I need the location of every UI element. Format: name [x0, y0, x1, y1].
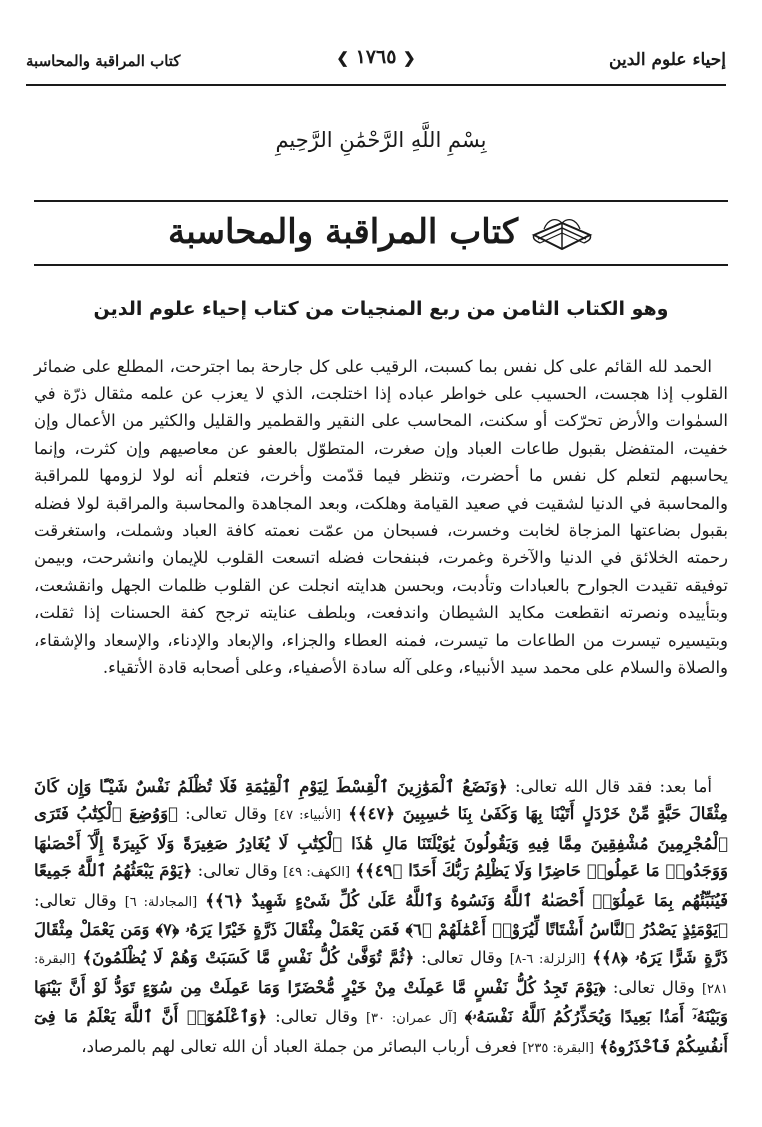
open-book-icon [530, 209, 594, 255]
body-text: وقال تعالى: [275, 1007, 358, 1027]
basmala: بِسْمِ اللَّهِ الرَّحْمَٰنِ الرَّحِيمِ [275, 128, 487, 152]
body-text: وقال تعالى: [34, 890, 117, 910]
book-title: كتاب المراقبة والمحاسبة [167, 212, 519, 252]
header-rule [26, 84, 726, 86]
intro-paragraph: الحمد لله القائم على كل نفس بما كسبت، الرقيب على كل جارحة بما اجترحت، المطلع على ضمائر القلوب إذا هجست، الحسيب على خواطر عباده إذا اختلجت، الذي لا يعزب عن علمه مثقال ذرّة في السمٰوات والأرض تحرّكت أو سكنت، المحاسب على النقير والقطمير والقليل والكثير من الأعمال وإن خفيت، المتفضل بقبول طاعات العباد وإن صغرت، المتطوّل بالعفو عن معاصيهم وإن كثرت، وإنما يحاسبهم لتعلم كل نفس ما أحضرت، وتنظر فيما قدّمت وأخرت، فتعلم أنه لولا لزومها للمراقبة والمحاسبة في الدنيا لشقيت في صعيد القيامة وهلكت، وبعد المجاهدة والمحاسبة والمراقبة لولا فضله بقبول بضاعتها المزجاة لخابت وخسرت، فسبحان من عمّت نعمته كافة العباد وشملت، واستغرقت رحمته الخلائق في الدنيا والآخرة وغمرت، فبنفحات فضله اتسعت القلوب للإيمان وانشرحت، وبيمن توفيقه تقيدت الجوارح بالعبادات وتأدبت، وبحسن هدايته انجلت عن القلوب ظلمات الجهل وانقشعت، وبتأييده ونصرته انقطعت مكايد الشيطان واندفعت، وبلطف عنايته ترجح كفة الحسنات إذا ثقلت، وبتيسيره تيسرت من الطاعات ما تيسرت، فمنه العطاء والجزاء، والإبعاد والإدناء، والإسعاد والإشقاء، والصلاة والسلام على محمد سيد الأنبياء، وعلى آله سادة الأصفياء، وعلى أصحابه قادة الأتقياء. [34, 356, 728, 677]
header-page-number: ١٧٦٥ [355, 46, 397, 68]
verse-reference: [الأنبياء: ٤٧] [274, 808, 342, 824]
verse-reference: [المجادلة: ٦] [124, 894, 198, 910]
quran-paragraph [34, 773, 728, 1063]
body-text: وقال تعالى: [197, 861, 278, 881]
body-text: فعرف أرباب البصائر من جملة العباد أن الله تعالى لهم بالمرصاد، [81, 1036, 518, 1056]
header-book-name: إحياء علوم الدين [609, 50, 726, 70]
verse-reference: [آل عمران: ٣٠] [365, 1011, 457, 1027]
quran-verse: ﴿وَنَضَعُ ٱلْمَوَٰزِينَ ٱلْقِسْطَ لِيَوْمِ ٱلْقِيَٰمَةِ فَلَا تُظْلَمُ نَفْسٌ شَيْـًٔا وَإِن كَانَ مِثْقَالَ حَبَّةٍ مِّنْ خَرْدَلٍ أَتَيْنَا بِهَا وَكَفَىٰ بِنَا حَٰسِبِينَ ﴿٤٧﴾﴾ [34, 776, 729, 824]
verse-reference: [البقرة: ٢٣٥] [522, 1040, 594, 1056]
header-page-number-group [336, 46, 415, 68]
page-number-ornament-icon: ❯ [336, 49, 349, 67]
verse-reference: [الزلزلة: ٦-٨] [509, 952, 586, 968]
page-number-ornament-icon: ❮ [403, 49, 416, 67]
header-chapter-name: كتاب المراقبة والمحاسبة [26, 52, 181, 70]
quran-verse: ﴿وَٱعْلَمُوٓا۟ أَنَّ ٱللَّهَ يَعْلَمُ مَا فِىٓ أَنفُسِكُمْ فَٱحْذَرُوهُ﴾ [34, 1007, 728, 1056]
book-subtitle: وهو الكتاب الثامن من ربع المنجيات من كتاب إحياء علوم الدين [93, 298, 669, 320]
body-text: وقال تعالى: [185, 804, 267, 824]
title-rule-bottom [34, 264, 728, 266]
quran-verse: ﴿ثُمَّ تُوَفَّىٰ كُلُّ نَفْسٍ مَّا كَسَبَتْ وَهُمْ لَا يُظْلَمُونَ﴾ [82, 948, 415, 968]
running-header [26, 44, 726, 84]
title-banner [34, 202, 728, 262]
body-text: أما بعد: فقد قال الله تعالى: [514, 776, 712, 796]
quran-verse: ﴿يَوْمَئِذٍ يَصْدُرُ ٱلنَّاسُ أَشْتَاتًا لِّيُرَوْا۟ أَعْمَٰلَهُمْ ﴿٦﴾ فَمَن يَعْمَلْ مِثْقَالَ ذَرَّةٍ خَيْرًا يَرَهُۥ ﴿٧﴾ وَمَن يَعْمَلْ مِثْقَالَ ذَرَّةٍ شَرًّا يَرَهُۥ ﴿٨﴾﴾ [34, 920, 728, 968]
verse-reference: [البقرة: ٢٨١] [34, 952, 728, 997]
body-text: وقال تعالى: [612, 977, 695, 997]
body-text: وقال تعالى: [421, 948, 503, 968]
quran-verse: ﴿وَوُضِعَ ٱلْكِتَٰبُ فَتَرَى ٱلْمُجْرِمِينَ مُشْفِقِينَ مِمَّا فِيهِ وَيَقُولُونَ يَٰوَيْلَتَنَا مَالِ هَٰذَا ٱلْكِتَٰبِ لَا يُغَادِرُ صَغِيرَةً وَلَا كَبِيرَةً إِلَّآ أَحْصَىٰهَا وَوَجَدُوا۟ مَا عَمِلُوا۟ حَاضِرًا وَلَا يَظْلِمُ رَبُّكَ أَحَدًا ﴿٤٩﴾﴾ [34, 804, 728, 881]
verse-reference: [الكهف: ٤٩] [283, 865, 351, 881]
quran-verse: ﴿يَوْمَ تَجِدُ كُلُّ نَفْسٍ مَّا عَمِلَتْ مِنْ خَيْرٍ مُّحْضَرًا وَمَا عَمِلَتْ مِن سُوٓءٍ تَوَدُّ لَوْ أَنَّ بَيْنَهَا وَبَيْنَهُۥٓ أَمَدًۢا بَعِيدًا وَيُحَذِّرُكُمُ ٱللَّهُ نَفْسَهُۥ﴾ [34, 977, 728, 1027]
quran-verse: ﴿يَوْمَ يَبْعَثُهُمُ ٱللَّهُ جَمِيعًا فَيُنَبِّئُهُم بِمَا عَمِلُوٓا۟ أَحْصَىٰهُ ٱللَّهُ وَنَسُوهُ وَٱللَّهُ عَلَىٰ كُلِّ شَىْءٍ شَهِيدٌ ﴿٦﴾﴾ [34, 861, 729, 910]
